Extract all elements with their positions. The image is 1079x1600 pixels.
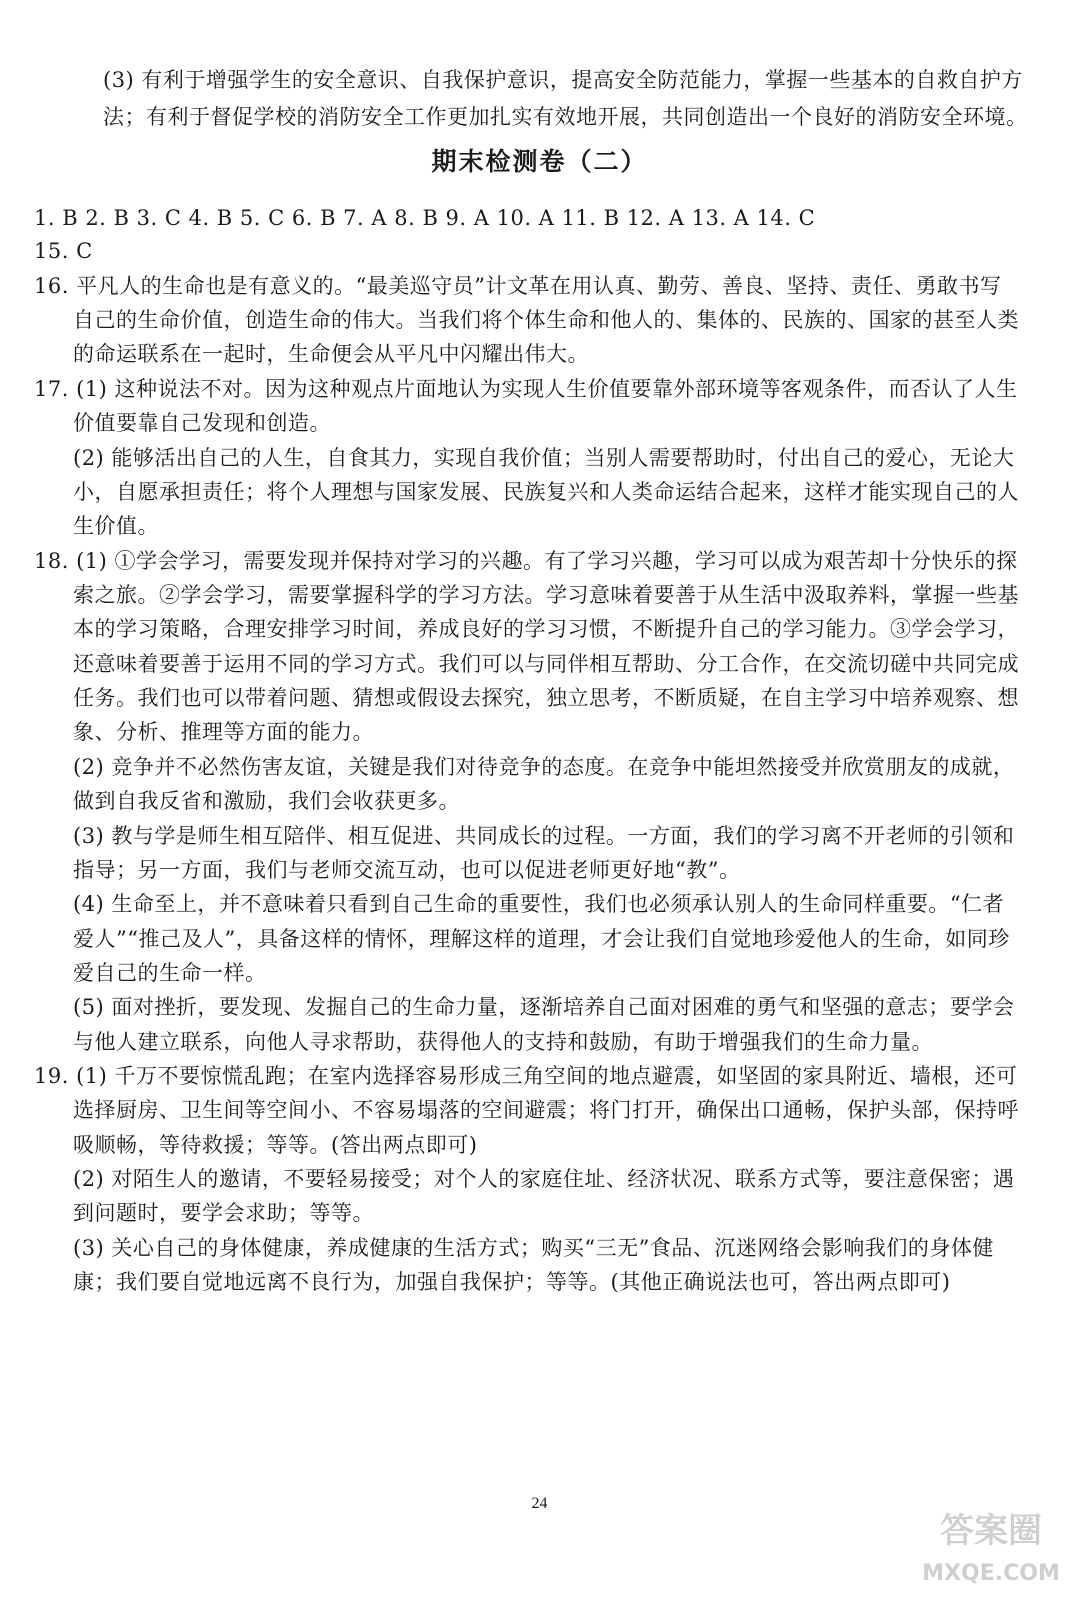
q18-line-4: 还意味着要善于运用不同的学习方式。我们可以与同伴相互帮助、分工合作，在交流切磋中共同完成 — [73, 652, 1019, 676]
q18-line-15: 与他人建立联系，向他人寻求帮助，获得他人的支持和鼓励，有助于增强我们的生命力量。 — [73, 1030, 933, 1054]
q18-line-7: (2) 竞争并不必然伤害友谊，关键是我们对待竞争的态度。在竞争中能坦然接受并欣赏朋友的成就， — [73, 755, 1015, 779]
top-line-2: 法；有利于督促学校的消防安全工作更加扎实有效地开展，共同创造出一个良好的消防安全环境。 — [103, 105, 1028, 129]
q16-line-2: 自己的生命价值，创造生命的伟大。当我们将个体生命和他人的、集体的、民族的、国家的甚至人类 — [73, 308, 1019, 332]
top-line-1: (3) 有利于增强学生的安全意识、自我保护意识，提高安全防范能力，掌握一些基本的自救自护方 — [103, 68, 1023, 92]
q18-line-9: (3) 教与学是师生相互陪伴、相互促进、共同成长的过程。一方面，我们的学习离不开老师的引领和 — [73, 824, 1015, 848]
watermark-bottom-text: MXQE.COM — [922, 1561, 1060, 1586]
mc-answers-line-2: 15. C — [34, 239, 93, 263]
q18-line-3: 本的学习策略，合理安排学习时间，养成良好的学习习惯，不断提升自己的学习能力。③学会学习， — [73, 617, 1019, 641]
q18-line-2: 索之旅。②学会学习，需要掌握科学的学习方法。学习意味着要善于从生活中汲取养料，掌握一些基 — [73, 583, 1019, 607]
q17-line-5: 生价值。 — [73, 514, 159, 538]
q16-line-3: 的命运联系在一起时，生命便会从平凡中闪耀出伟大。 — [73, 342, 589, 366]
q19-line-2: 选择厨房、卫生间等空间小、不容易塌落的空间避震；将门打开，确保出口通畅，保护头部，保持呼 — [73, 1098, 1019, 1122]
mc-answers-line-1: 1. B 2. B 3. C 4. B 5. C 6. B 7. A 8. B 9. A 10. A 11. B 12. A 13. A 14. C — [34, 206, 816, 230]
q19-line-1: 19. (1) 千万不要惊慌乱跑；在室内选择容易形成三角空间的地点避震，如坚固的家具附近、墙根，还可 — [34, 1064, 1018, 1088]
q16-line-1: 16. 平凡人的生命也是有意义的。“最美巡守员”计文革在用认真、勤劳、善良、坚持、责任、勇敢书写 — [34, 274, 1002, 298]
q19-line-3: 吸顺畅，等待救援；等等。(答出两点即可) — [73, 1133, 478, 1157]
q18-line-12: 爱人”“推己及人”，具备这样的情怀，理解这样的道理，才会让我们自觉地珍爱他人的生命，如同珍 — [73, 927, 1010, 951]
page-number: 24 — [531, 1495, 548, 1512]
q17-line-2: 价值要靠自己发现和创造。 — [73, 411, 331, 435]
q18-line-6: 象、分析、推理等方面的能力。 — [73, 720, 374, 744]
q18-line-1: 18. (1) ①学会学习，需要发现并保持对学习的兴趣。有了学习兴趣，学习可以成为艰苦却十分快乐的探 — [34, 549, 1018, 573]
q18-line-14: (5) 面对挫折，要发现、发掘自己的生命力量，逐渐培养自己面对困难的勇气和坚强的意志；要学会 — [73, 995, 1015, 1019]
q19-line-7: 康；我们要自觉地远离不良行为，加强自我保护；等等。(其他正确说法也可，答出两点即可) — [73, 1270, 951, 1294]
q17-line-4: 小，自愿承担责任；将个人理想与国家发展、民族复兴和人类命运结合起来，这样才能实现自己的人 — [73, 480, 1019, 504]
exam-title: 期末检测卷（二） — [431, 147, 648, 176]
q18-line-5: 任务。我们也可以带着问题、猜想或假设去探究，独立思考，不断质疑，在自主学习中培养观察、想 — [73, 686, 1019, 710]
watermark-logo — [841, 1502, 1061, 1592]
q18-line-13: 爱自己的生命一样。 — [73, 961, 267, 985]
watermark-top-text: 答案圈 — [940, 1511, 1042, 1551]
q18-line-11: (4) 生命至上，并不意味着只看到自己生命的重要性，我们也必须承认别人的生命同样重要。“仁者 — [73, 892, 1005, 916]
q19-line-6: (3) 关心自己的身体健康，养成健康的生活方式；购买“三无”食品、沉迷网络会影响我们的身体健 — [73, 1236, 994, 1260]
q19-line-4: (2) 对陌生人的邀请，不要轻易接受；对个人的家庭住址、经济状况、联系方式等，要注意保密；遇 — [73, 1167, 1015, 1191]
q17-line-1: 17. (1) 这种说法不对。因为这种观点片面地认为实现人生价值要靠外部环境等客观条件，而否认了人生 — [34, 377, 1018, 401]
q18-line-8: 做到自我反省和激励，我们会收获更多。 — [73, 789, 460, 813]
q18-line-10: 指导；另一方面，我们与老师交流互动，也可以促进老师更好地“教”。 — [73, 858, 741, 882]
q19-line-5: 到问题时，要学会求助；等等。 — [73, 1201, 374, 1225]
q17-line-3: (2) 能够活出自己的人生，自食其力，实现自我价值；当别人需要帮助时，付出自己的爱心，无论大 — [73, 446, 1015, 470]
